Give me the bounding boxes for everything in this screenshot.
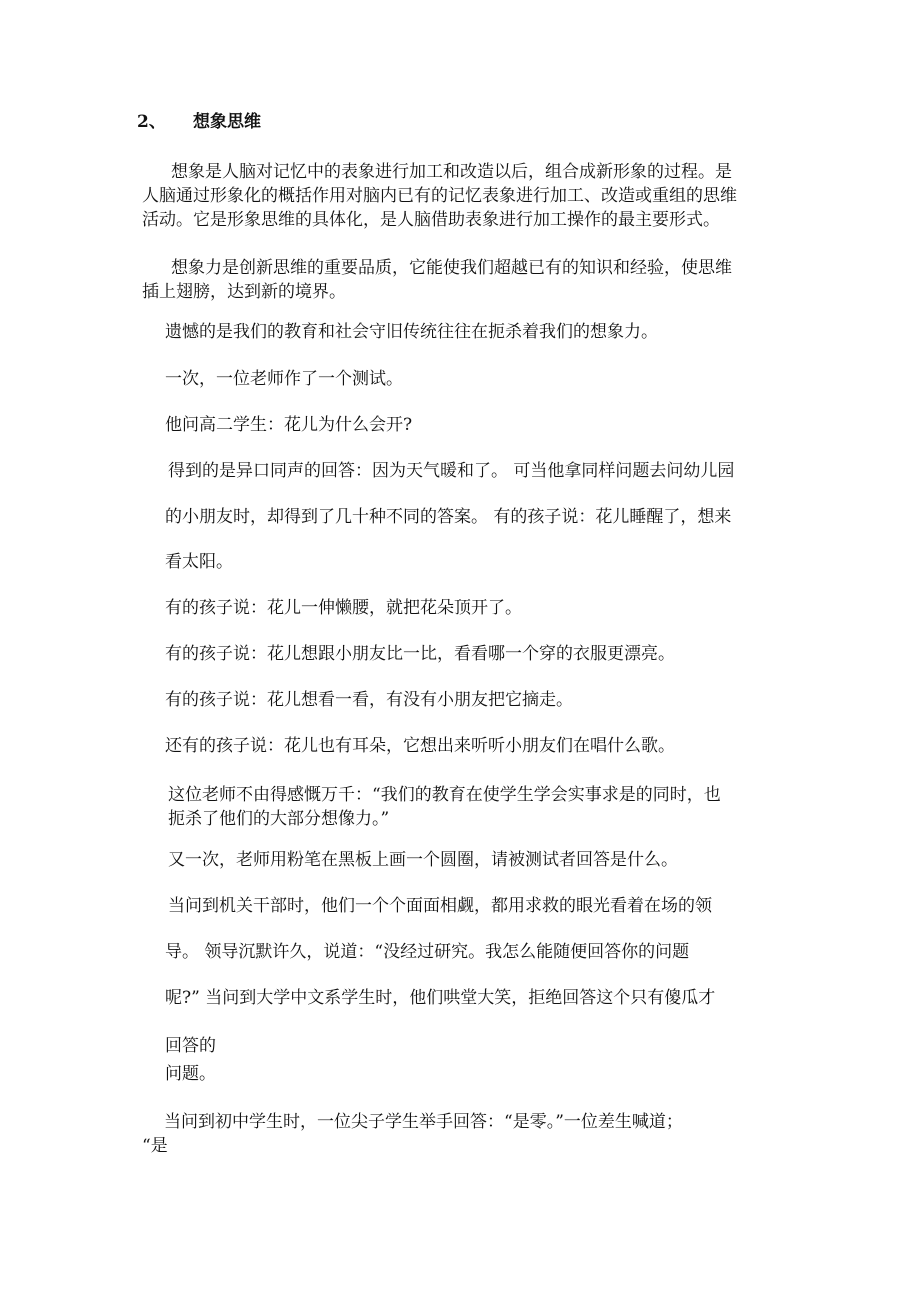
text-line: 当问到初中学生时，一位尖子学生举手回答：“是零。”一位差生喊道； [164, 1112, 683, 1132]
paragraph-child-3 [165, 688, 573, 712]
paragraph-imagination-definition [142, 160, 737, 232]
section-heading [137, 110, 261, 134]
text-line: 扼杀了他们的大部分想像力。” [168, 809, 390, 829]
text-line: 遗憾的是我们的教育和社会守旧传统往往在扼杀着我们的想象力。 [165, 322, 658, 342]
paragraph-answer-3 [165, 550, 233, 574]
text-line: 问题。 [165, 1064, 216, 1084]
text-line: “是 [142, 1136, 168, 1156]
section-title: 想象思维 [193, 112, 261, 132]
text-line: 有的孩子说：花儿想看一看，有没有小朋友把它摘走。 [165, 690, 573, 710]
paragraph-answer-1 [168, 459, 734, 483]
text-line: 当问到机关干部时，他们一个个面面相觑，都用求救的眼光看着在场的领 [168, 896, 712, 916]
paragraph-officials-1 [168, 894, 712, 918]
paragraph-teacher-reflection [168, 783, 721, 831]
text-line: 一次，一位老师作了一个测试。 [165, 369, 403, 389]
text-line: 又一次，老师用粉笔在黑板上画一个圆圈，请被测试者回答是什么。 [168, 850, 678, 870]
paragraph-child-4 [165, 734, 675, 758]
text-line: 想象力是创新思维的重要品质，它能使我们超越已有的知识和经验，使思维 [171, 258, 732, 278]
text-line: 呢?” 当问到大学中文系学生时，他们哄堂大笑，拒绝回答这个只有傻瓜才 [165, 988, 716, 1008]
text-line: 他问高二学生：花儿为什么会开? [165, 415, 413, 435]
text-line: 想象是人脑对记忆中的表象进行加工和改造以后，组合成新形象的过程。是 [171, 162, 732, 182]
text-line: 得到的是异口同声的回答：因为天气暖和了。 可当他拿同样问题去问幼儿园 [168, 461, 735, 481]
paragraph-child-2 [165, 642, 675, 666]
paragraph-child-1 [165, 596, 522, 620]
paragraph-regret [165, 320, 658, 344]
section-number: 2、 [137, 112, 166, 132]
paragraph-circle-test [168, 848, 678, 872]
paragraph-officials-2 [165, 940, 689, 964]
text-line: 插上翅膀，达到新的境界。 [142, 282, 346, 302]
paragraph-university [165, 986, 715, 1010]
text-line: 看太阳。 [165, 552, 233, 572]
text-line: 这位老师不由得感慨万千：“我们的教育在使学生学会实事求是的同时，也 [168, 785, 721, 805]
text-line: 还有的孩子说：花儿也有耳朵，它想出来听听小朋友们在唱什么歌。 [165, 736, 675, 756]
paragraph-question [165, 413, 412, 437]
text-line: 有的孩子说：花儿一伸懒腰，就把花朵顶开了。 [165, 598, 522, 618]
paragraph-answer-fragment [165, 1034, 216, 1086]
text-line: 回答的 [165, 1036, 216, 1056]
text-line: 活动。它是形象思维的具体化，是人脑借助表象进行加工操作的最主要形式。 [142, 210, 720, 230]
text-line: 导。 领导沉默许久，说道：“没经过研究。我怎么能随便回答你的问题 [165, 942, 690, 962]
paragraph-test-intro [165, 367, 403, 391]
text-line: 人脑通过形象化的概括作用对脑内已有的记忆表象进行加工、改造或重组的思维 [142, 186, 737, 206]
paragraph-junior-students [142, 1110, 683, 1158]
paragraph-answer-2 [165, 505, 731, 529]
paragraph-imagination-quality [142, 256, 732, 304]
text-line: 有的孩子说：花儿想跟小朋友比一比，看看哪一个穿的衣服更漂亮。 [165, 644, 675, 664]
text-line: 的小朋友时，却得到了几十种不同的答案。 有的孩子说：花儿睡醒了，想来 [165, 507, 732, 527]
